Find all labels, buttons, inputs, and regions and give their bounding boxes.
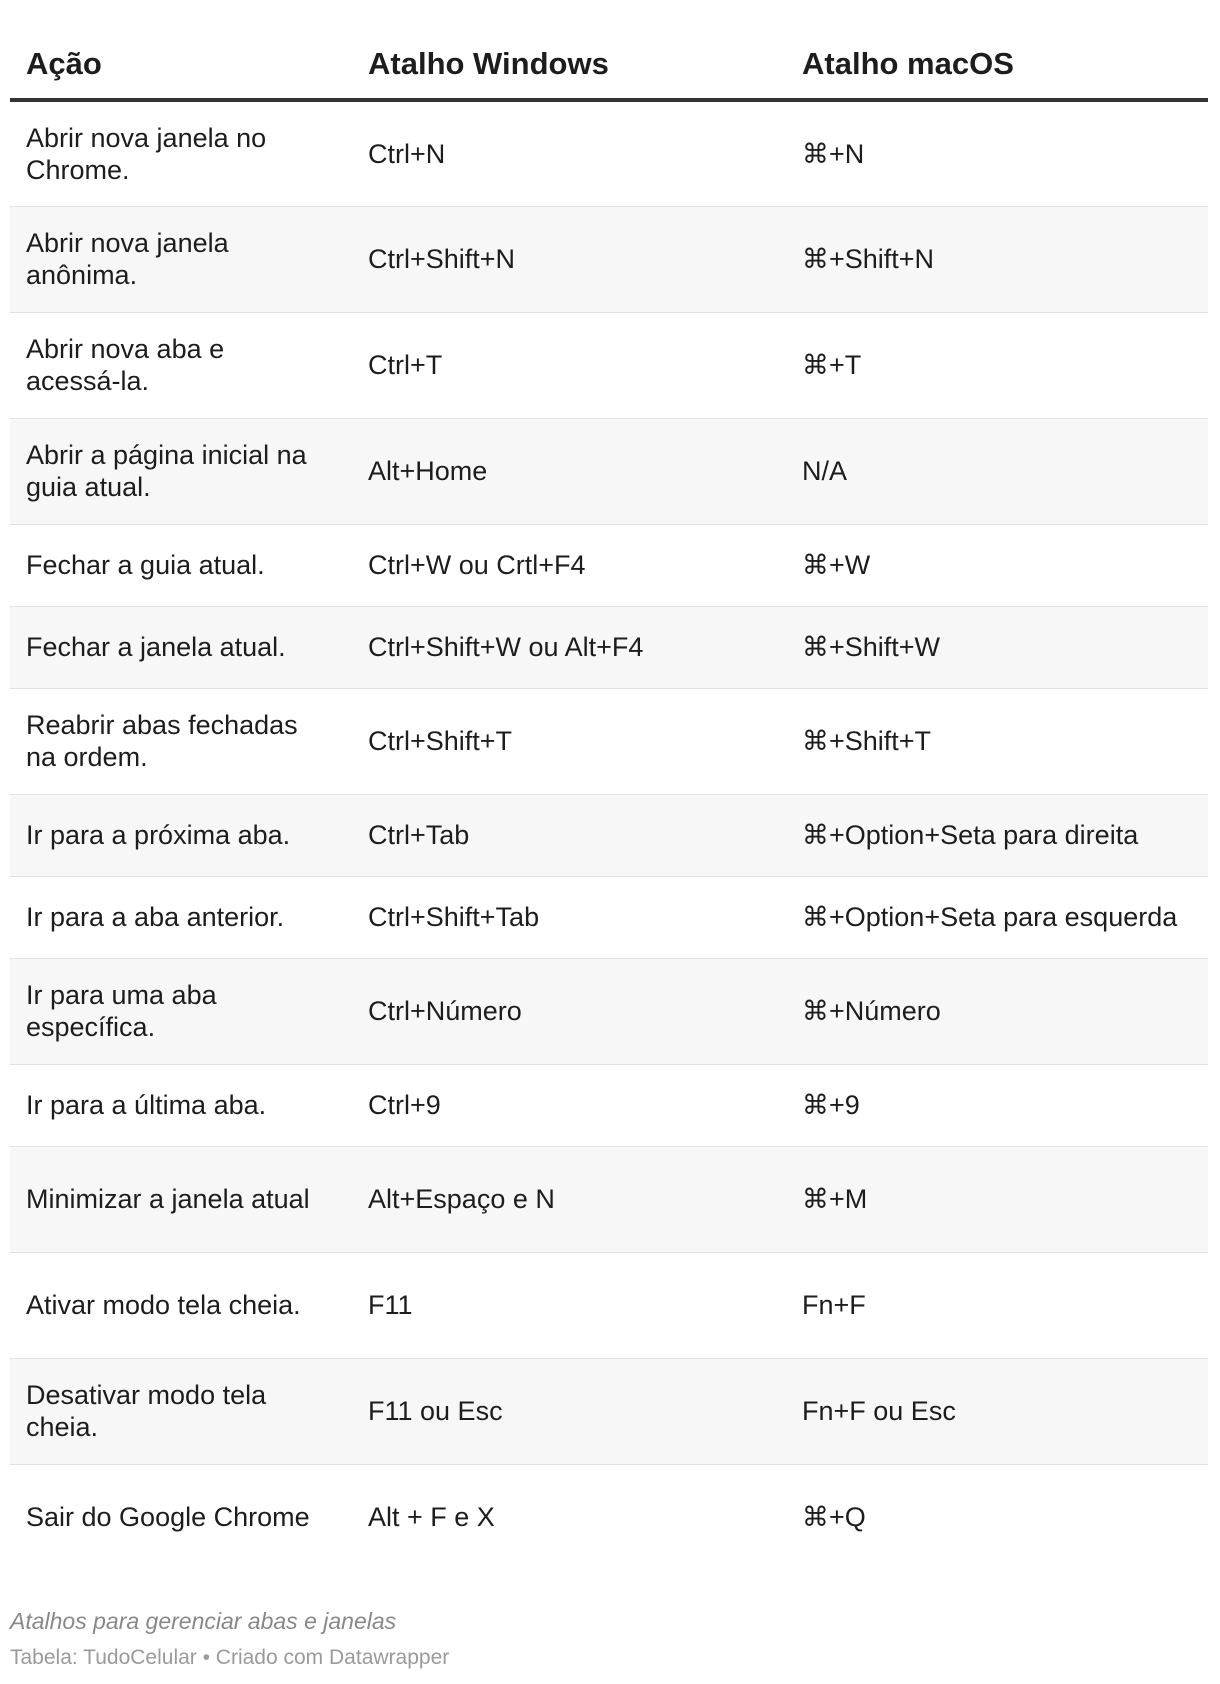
table-row <box>10 1464 1208 1570</box>
cell-windows: Ctrl+Tab <box>352 794 786 876</box>
cell-macos: ⌘+Q <box>786 1464 1208 1570</box>
cell-macos: ⌘+T <box>786 312 1208 418</box>
table-row <box>10 1252 1208 1358</box>
cell-action: Ir para a próxima aba. <box>10 794 352 876</box>
table-row <box>10 418 1208 524</box>
cell-windows: Ctrl+9 <box>352 1064 786 1146</box>
table-caption: Atalhos para gerenciar abas e janelas <box>10 1608 397 1634</box>
cell-action: Reabrir abas fechadas na ordem. <box>10 688 352 794</box>
cell-macos: ⌘+Shift+N <box>786 206 1208 312</box>
cell-macos: ⌘+Shift+W <box>786 606 1208 688</box>
cell-action: Sair do Google Chrome <box>10 1464 352 1570</box>
cell-windows: F11 <box>352 1252 786 1358</box>
cell-action: Ir para a aba anterior. <box>10 876 352 958</box>
cell-macos: ⌘+Option+Seta para direita <box>786 794 1208 876</box>
cell-macos: ⌘+M <box>786 1146 1208 1252</box>
table-row <box>10 876 1208 958</box>
cell-windows: Ctrl+Número <box>352 958 786 1064</box>
cell-macos: Fn+F ou Esc <box>786 1358 1208 1464</box>
cell-action: Abrir nova aba e acessá-la. <box>10 312 352 418</box>
cell-action: Minimizar a janela atual <box>10 1146 352 1252</box>
table-row <box>10 100 1208 206</box>
cell-action: Abrir nova janela no Chrome. <box>10 100 352 206</box>
header-macos[interactable]: Atalho macOS <box>786 0 1208 100</box>
table-row <box>10 524 1208 606</box>
cell-action: Abrir nova janela anônima. <box>10 206 352 312</box>
cell-windows: Ctrl+Shift+Tab <box>352 876 786 958</box>
header-row <box>10 0 1208 100</box>
table-row <box>10 1064 1208 1146</box>
cell-macos: ⌘+Option+Seta para esquerda <box>786 876 1208 958</box>
cell-action: Fechar a guia atual. <box>10 524 352 606</box>
cell-macos: ⌘+Número <box>786 958 1208 1064</box>
table-header <box>10 0 1208 100</box>
cell-macos: Fn+F <box>786 1252 1208 1358</box>
cell-macos: ⌘+W <box>786 524 1208 606</box>
cell-windows: Ctrl+T <box>352 312 786 418</box>
cell-action: Fechar a janela atual. <box>10 606 352 688</box>
cell-macos: N/A <box>786 418 1208 524</box>
table-body <box>10 100 1208 1570</box>
table-credit: Tabela: TudoCelular • Criado com Datawrapper <box>10 1646 450 1669</box>
cell-windows: Ctrl+Shift+T <box>352 688 786 794</box>
cell-windows: F11 ou Esc <box>352 1358 786 1464</box>
table-row <box>10 1146 1208 1252</box>
cell-windows: Ctrl+Shift+N <box>352 206 786 312</box>
cell-action: Ativar modo tela cheia. <box>10 1252 352 1358</box>
cell-action: Abrir a página inicial na guia atual. <box>10 418 352 524</box>
cell-windows: Ctrl+N <box>352 100 786 206</box>
cell-action: Desativar modo tela cheia. <box>10 1358 352 1464</box>
table-row <box>10 206 1208 312</box>
cell-windows: Ctrl+Shift+W ou Alt+F4 <box>352 606 786 688</box>
cell-macos: ⌘+Shift+T <box>786 688 1208 794</box>
cell-windows: Alt+Home <box>352 418 786 524</box>
table-row <box>10 794 1208 876</box>
header-windows[interactable]: Atalho Windows <box>352 0 786 100</box>
table-row <box>10 958 1208 1064</box>
cell-windows: Ctrl+W ou Crtl+F4 <box>352 524 786 606</box>
cell-action: Ir para uma aba específica. <box>10 958 352 1064</box>
table-row <box>10 606 1208 688</box>
cell-windows: Alt+Espaço e N <box>352 1146 786 1252</box>
cell-action: Ir para a última aba. <box>10 1064 352 1146</box>
header-action[interactable]: Ação <box>10 0 352 100</box>
table-row <box>10 312 1208 418</box>
cell-macos: ⌘+N <box>786 100 1208 206</box>
cell-windows: Alt + F e X <box>352 1464 786 1570</box>
shortcuts-table <box>10 0 1208 1570</box>
cell-macos: ⌘+9 <box>786 1064 1208 1146</box>
table-row <box>10 1358 1208 1464</box>
table-row <box>10 688 1208 794</box>
